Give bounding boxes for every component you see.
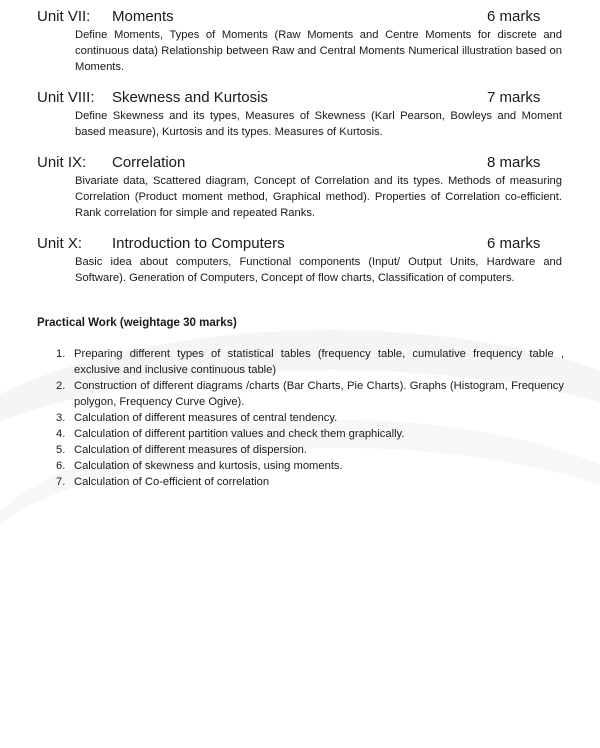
item-text: Calculation of different measures of dispersion. (74, 444, 307, 456)
item-number: 4. (56, 428, 66, 440)
list-item (52, 426, 564, 442)
unit-vii-section (37, 7, 567, 75)
unit-marks: 7 marks (487, 89, 541, 106)
unit-title: Introduction to Computers (112, 235, 285, 252)
unit-marks: 8 marks (487, 154, 541, 171)
list-item (52, 442, 564, 458)
practical-work-heading: Practical Work (weightage 30 marks) (37, 317, 237, 329)
unit-ix-section (37, 153, 567, 221)
unit-x-section (37, 234, 567, 286)
unit-heading (37, 153, 567, 173)
unit-heading (37, 7, 567, 27)
item-number: 2. (56, 380, 66, 392)
item-text: Calculation of different measures of central tendency. (74, 412, 338, 424)
unit-heading (37, 234, 567, 254)
item-text: Preparing different types of statistical tables (frequency table, cumulative frequency table , exclusive and inclusive continuous table) (74, 348, 564, 376)
unit-title: Moments (112, 8, 174, 25)
item-number: 6. (56, 460, 66, 472)
practical-work-list (52, 346, 564, 490)
unit-description: Bivariate data, Scattered diagram, Concept of Correlation and its types. Methods of measuring Correlation (Product moment method, Graphical method). Properties of Correlation co-efficient. Rank correlation for simple and repeated Ranks. (75, 175, 562, 219)
unit-number: Unit X: (37, 235, 83, 252)
item-number: 1. (56, 348, 66, 360)
unit-description: Basic idea about computers, Functional components (Input/ Output Units, Hardware and Software). Generation of Computers, Concept of flow charts, Classification of computers. (75, 256, 562, 284)
item-number: 5. (56, 444, 66, 456)
list-item (52, 378, 564, 410)
list-item (52, 410, 564, 426)
item-number: 7. (56, 476, 66, 488)
item-text: Calculation of Co-efficient of correlation (74, 476, 270, 488)
list-item (52, 346, 564, 378)
item-text: Calculation of different partition values and check them graphically. (74, 428, 405, 440)
list-item (52, 474, 564, 490)
unit-marks: 6 marks (487, 8, 541, 25)
unit-marks: 6 marks (487, 235, 541, 252)
unit-viii-section (37, 88, 567, 140)
unit-description: Define Moments, Types of Moments (Raw Moments and Centre Moments for discrete and continuous data) Relationship between Raw and Central Moments Numerical illustration based on Moments. (75, 29, 562, 73)
item-text: Calculation of skewness and kurtosis, using moments. (74, 460, 343, 472)
unit-number: Unit VII: (37, 8, 91, 25)
item-number: 3. (56, 412, 66, 424)
unit-title: Correlation (112, 154, 186, 171)
list-item (52, 458, 564, 474)
unit-description: Define Skewness and its types, Measures of Skewness (Karl Pearson, Bowleys and Moment based measure), Kurtosis and its types. Measures of Kurtosis. (75, 110, 562, 138)
unit-number: Unit VIII: (37, 89, 95, 106)
unit-number: Unit IX: (37, 154, 87, 171)
unit-heading (37, 88, 567, 108)
item-text: Construction of different diagrams /charts (Bar Charts, Pie Charts). Graphs (Histogram, Frequency polygon, Frequency Curve Ogive). (74, 380, 564, 408)
unit-title: Skewness and Kurtosis (112, 89, 268, 106)
